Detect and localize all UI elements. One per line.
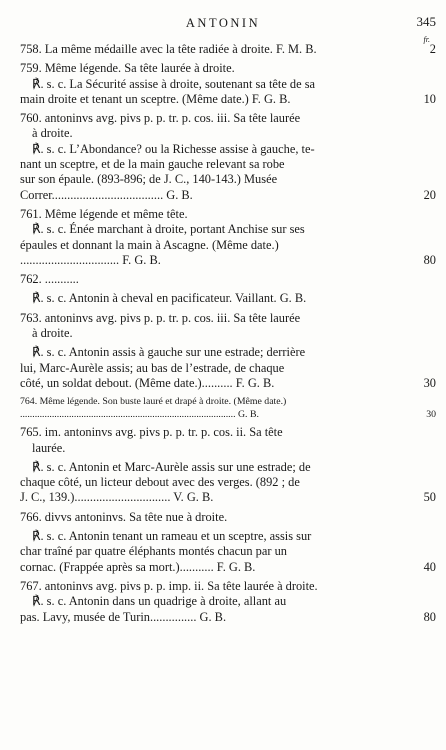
- catalogue-entry: [20, 510, 436, 525]
- entry-text: Correr.................................... G. B.: [20, 187, 193, 202]
- entry-line: [20, 61, 436, 76]
- entry-text: chaque côté, un licteur debout avec des verges. (892 ; de: [20, 475, 300, 490]
- entry-line: [20, 579, 436, 594]
- entry-text: 765. im. antoninvs avg. pivs p. p. tr. p. cos. ii. Sa tête: [20, 425, 283, 440]
- entry-line: [20, 311, 436, 326]
- entry-text: 763. antoninvs avg. pivs p. p. tr. p. cos. iii. Sa tête laurée: [20, 310, 301, 325]
- entry-line: [20, 291, 436, 306]
- entry-line: [20, 529, 436, 544]
- entry-text: ℟. s. c. Antonin assis à gauche sur une estrade; derrière: [32, 345, 306, 360]
- entry-text: char traîné par quatre éléphants montés chacun par un: [20, 544, 287, 559]
- entry-line: [20, 475, 436, 490]
- entry-line: [20, 345, 436, 360]
- catalogue-entry: [20, 207, 436, 268]
- entry-text: cornac. (Frappée après sa mort.)........... F. G. B.: [20, 559, 256, 574]
- price-value: 10: [423, 91, 436, 106]
- entry-text: J. C., 139.)............................... V. G. B.: [20, 490, 214, 505]
- entry-line: [20, 42, 436, 57]
- entry-text: ℟. s. c. La Sécurité assise à droite, soutenant sa tête de sa: [32, 76, 316, 91]
- entry-line: [20, 272, 436, 287]
- price-unit-label: fr.: [423, 35, 430, 44]
- entry-line: [20, 222, 436, 237]
- entry-line: [20, 610, 436, 625]
- entry-line: [20, 425, 436, 440]
- entry-line: [20, 594, 436, 609]
- entry-text: côté, un soldat debout. (Même date.).......... F. G. B.: [20, 375, 275, 390]
- running-title: ANTONIN: [185, 16, 261, 30]
- catalogue-entry: [20, 395, 436, 421]
- entry-line: [20, 560, 436, 575]
- entry-text: 760. antoninvs avg. pivs p. p. tr. p. cos. iii. Sa tête laurée: [20, 111, 301, 126]
- catalogue-entry: [20, 42, 436, 57]
- entry-line: [20, 361, 436, 376]
- entry-text: 761. Même légende et même tête.: [20, 206, 188, 221]
- entry-text: nant un sceptre, et de la main gauche relevant sa robe: [20, 157, 285, 172]
- entry-text: 764. Même légende. Son buste lauré et drapé à droite. (Même date.): [20, 396, 287, 408]
- entry-text: ℟. s. c. Antonin dans un quadrige à droite, allant au: [32, 594, 287, 609]
- entry-line: [20, 172, 436, 187]
- price-value: 40: [423, 559, 436, 574]
- entry-text: à droite.: [32, 326, 73, 341]
- catalogue-entry: [20, 460, 436, 506]
- entry-text: laurée.: [32, 440, 66, 455]
- price-value: 50: [423, 490, 436, 505]
- entry-text: 758. La même médaille avec la tête radiée à droite. F. M. B.: [20, 42, 317, 56]
- entry-text: 766. divvs antoninvs. Sa tête nue à droite.: [20, 509, 228, 524]
- price-value: 30: [423, 375, 436, 390]
- entry-line: [20, 408, 436, 421]
- entry-line: [20, 77, 436, 92]
- entry-line: [20, 544, 436, 559]
- entry-line: [20, 326, 436, 341]
- entry-line: [20, 207, 436, 222]
- catalogue-entry: [20, 345, 436, 391]
- entry-line: [20, 395, 436, 408]
- catalogue-body: [20, 42, 436, 629]
- entry-text: ℟. s. c. Antonin tenant un rameau et un sceptre, assis sur: [32, 529, 312, 544]
- price-value: 30: [426, 409, 436, 421]
- entry-line: [20, 142, 436, 157]
- entry-line: [20, 238, 436, 253]
- catalogue-entry: [20, 529, 436, 575]
- entry-text: ........................................................................................ G. B.: [20, 409, 259, 421]
- entry-text: lui, Marc-Aurèle assis; au bas de l’estrade, de chaque: [20, 360, 285, 375]
- entry-text: sur son épaule. (893-896; de J. C., 140-143.) Musée: [20, 172, 278, 187]
- entry-text: ................................ F. G. B.: [20, 252, 161, 267]
- price-value: 2: [429, 42, 436, 56]
- entry-line: [20, 188, 436, 203]
- catalogue-entry: [20, 425, 436, 456]
- entry-text: pas. Lavy, musée de Turin............... G. B.: [20, 609, 227, 624]
- price-value: 20: [423, 187, 436, 202]
- entry-line: [20, 92, 436, 107]
- entry-line: [20, 510, 436, 525]
- entry-text: ℟. s. c. Énée marchant à droite, portant Anchise sur ses: [32, 222, 305, 237]
- entry-line: [20, 460, 436, 475]
- entry-text: 767. antoninvs avg. pivs p. p. imp. ii. Sa tête laurée à droite.: [20, 578, 318, 593]
- entry-text: épaules et donnant la main à Ascagne. (Même date.): [20, 237, 279, 252]
- entry-text: 759. Même légende. Sa tête laurée à droite.: [20, 61, 235, 76]
- entry-text: ℟. s. c. Antonin à cheval en pacificateur. Vaillant. G. B.: [32, 291, 307, 306]
- price-value: 80: [423, 252, 436, 267]
- entry-text: main droite et tenant un sceptre. (Même date.) F. G. B.: [20, 91, 291, 106]
- catalogue-entry: [20, 61, 436, 107]
- entry-line: [20, 441, 436, 456]
- entry-line: [20, 111, 436, 126]
- catalogue-entry: [20, 311, 436, 342]
- entry-text: à droite.: [32, 126, 73, 141]
- entry-text: 762. ...........: [20, 272, 79, 287]
- price-value: 80: [423, 609, 436, 624]
- entry-text: ℟. s. c. Antonin et Marc-Aurèle assis sur une estrade; de: [32, 459, 311, 474]
- entry-line: [20, 376, 436, 391]
- catalogue-entry: [20, 272, 436, 287]
- catalogue-entry: [20, 111, 436, 203]
- page-header: [0, 14, 446, 44]
- entry-line: [20, 157, 436, 172]
- entry-line: [20, 253, 436, 268]
- page-number: 345: [416, 14, 436, 29]
- entry-line: [20, 490, 436, 505]
- entry-line: [20, 126, 436, 141]
- catalogue-entry: [20, 579, 436, 625]
- entry-text: ℟. s. c. L’Abondance? ou la Richesse assise à gauche, te-: [32, 141, 315, 156]
- catalogue-entry: [20, 291, 436, 306]
